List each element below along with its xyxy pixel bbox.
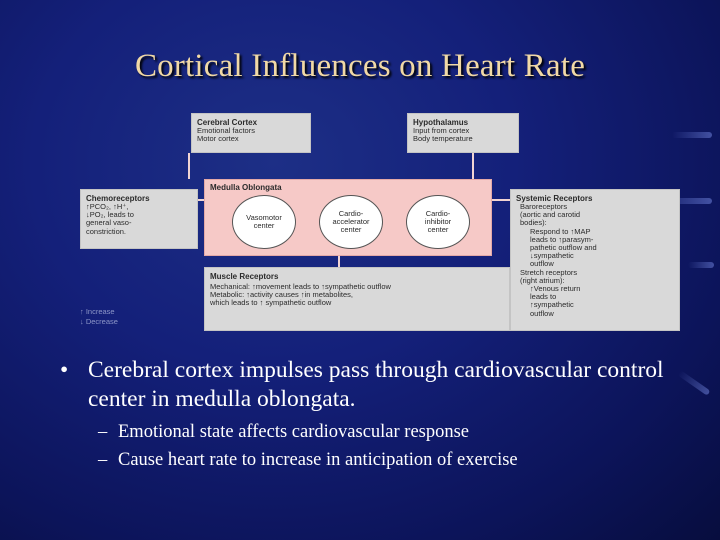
systemic-receptors-line: ↓sympathetic [530, 251, 574, 261]
bullet-marker: • [60, 357, 69, 383]
bullet-list [60, 356, 700, 474]
systemic-receptors-line: outflow [530, 259, 554, 269]
systemic-receptors-line: leads to [530, 292, 557, 302]
cerebral-cortex-heading: Cerebral Cortex [197, 118, 258, 127]
heart-rate-control-diagram [80, 113, 680, 331]
bullet-text: Cerebral cortex impulses pass through cardiovascular control center in medulla oblongata. [88, 357, 664, 412]
chemoreceptors-line: constriction. [86, 226, 127, 236]
muscle-receptors-line: which leads to ↑ sympathetic outflow [210, 298, 332, 308]
chemoreceptors-heading: Chemoreceptors [86, 194, 150, 203]
hypothalamus-box [407, 113, 519, 153]
cardioaccelerator-center-label: Cardio-accelerator center [332, 209, 370, 234]
muscle-receptors-box [204, 267, 510, 331]
cerebral-cortex-line: Emotional factors [197, 126, 255, 135]
diagram-legend [80, 307, 118, 327]
cardioinhibitor-center-circle [406, 195, 470, 249]
systemic-receptors-line: (aortic and carotid [520, 210, 581, 220]
cardioaccelerator-center-circle [319, 195, 383, 249]
systemic-receptors-line: pathetic outflow and [530, 243, 597, 253]
cerebral-cortex-line: Motor cortex [197, 134, 239, 144]
legend-increase: ↑ Increase [80, 307, 115, 316]
background-streak [688, 262, 714, 268]
muscle-receptors-line: Metabolic: ↑activity causes ↑in metabolites, [210, 290, 353, 300]
connector-systemic-medulla [490, 199, 510, 201]
chemoreceptors-line: ↓PO₂, leads to [86, 210, 134, 220]
connector-hypothalamus-medulla [472, 153, 474, 179]
sub-bullet-item [60, 418, 700, 446]
bullet-item [60, 356, 700, 414]
systemic-receptors-line: Respond to ↑MAP [530, 226, 591, 236]
sub-bullet-marker: – [98, 450, 108, 470]
systemic-receptors-line: (right atrium): [520, 275, 565, 285]
sub-bullet-marker: – [98, 422, 108, 442]
sub-bullet-text: Cause heart rate to increase in anticipation of exercise [118, 450, 518, 470]
chemoreceptors-line: ↑PCO₂, ↑H⁺, [86, 202, 129, 211]
chemoreceptors-line: general vaso- [86, 218, 132, 228]
hypothalamus-line: Input from cortex [413, 126, 470, 135]
systemic-receptors-heading: Systemic Receptors [516, 194, 593, 203]
systemic-receptors-line: leads to ↑parasym- [530, 234, 594, 244]
cerebral-cortex-box [191, 113, 311, 153]
cardioinhibitor-center-label: Cardio-inhibitor center [424, 209, 452, 234]
vasomotor-center-circle [232, 195, 296, 249]
systemic-receptors-line: Baroreceptors [520, 202, 568, 211]
systemic-receptors-line: Stretch receptors [520, 267, 578, 277]
systemic-receptors-box [510, 189, 680, 331]
hypothalamus-line: Body temperature [413, 134, 473, 144]
connector-cortex-medulla [188, 153, 190, 179]
systemic-receptors-line: bodies): [520, 218, 547, 228]
vasomotor-center-label: Vasomotor center [246, 213, 282, 230]
hypothalamus-heading: Hypothalamus [413, 118, 469, 127]
medulla-oblongata-heading: Medulla Oblongata [210, 183, 282, 192]
muscle-receptors-line: Mechanical: ↑movement leads to ↑sympathetic outflow [210, 282, 391, 291]
legend-decrease: ↓ Decrease [80, 317, 118, 326]
sub-bullet-item [60, 446, 700, 474]
medulla-oblongata-box [204, 179, 492, 256]
sub-bullet-text: Emotional state affects cardiovascular response [118, 422, 470, 442]
systemic-receptors-line: ↑sympathetic [530, 300, 574, 310]
systemic-receptors-line: outflow [530, 308, 554, 318]
slide-title: Cortical Influences on Heart Rate [134, 48, 586, 84]
chemoreceptors-box [80, 189, 198, 249]
systemic-receptors-line: ↑Venous return [530, 284, 581, 294]
muscle-receptors-heading: Muscle Receptors [210, 272, 279, 281]
